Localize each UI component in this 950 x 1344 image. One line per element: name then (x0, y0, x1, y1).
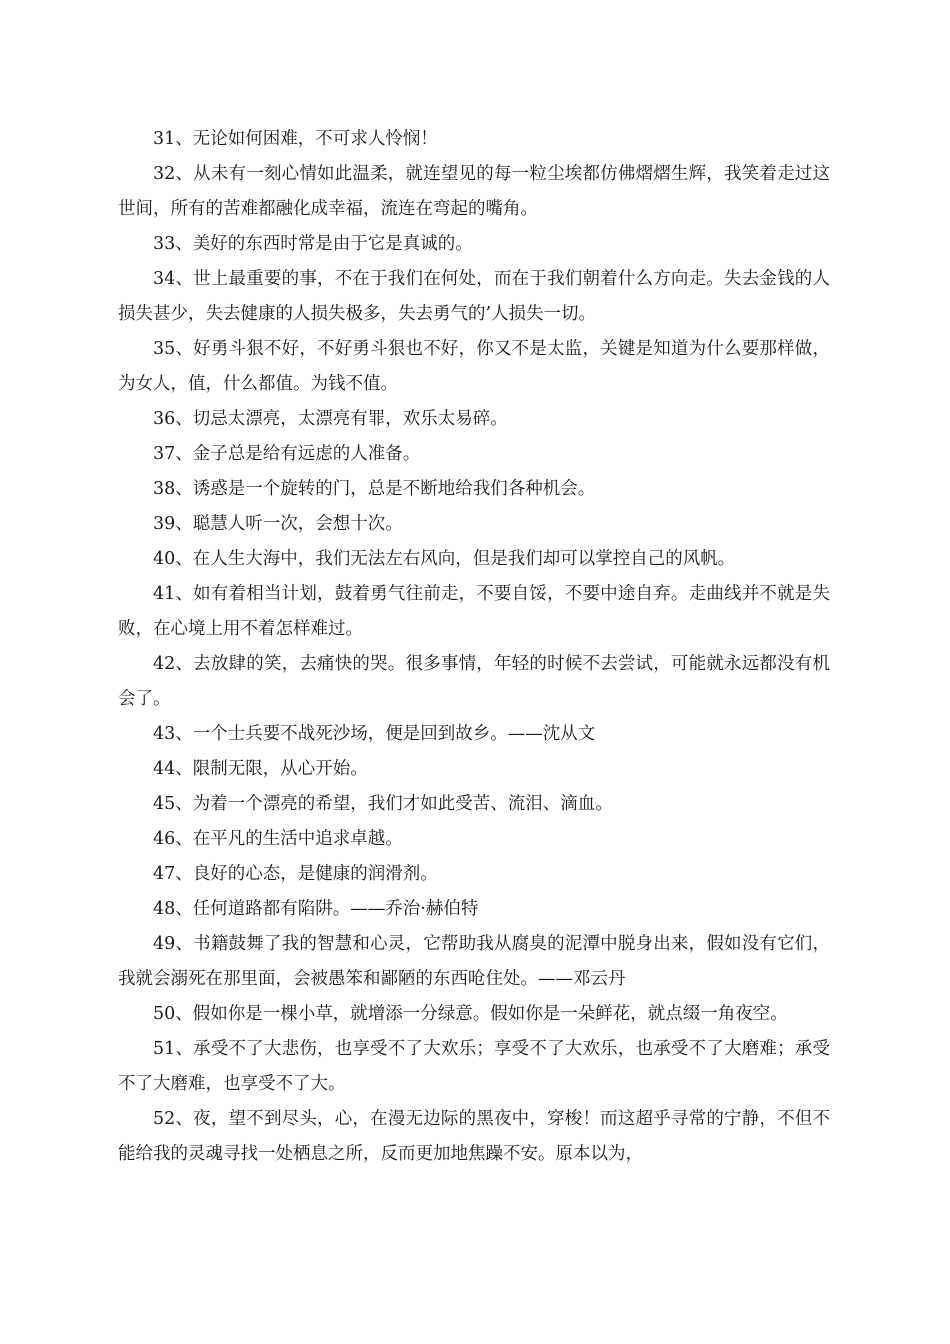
paragraph-36: 36、切忌太漂亮，太漂亮有罪，欢乐太易碎。 (153, 409, 508, 429)
paragraph-37: 37、金子总是给有远虑的人准备。 (153, 444, 421, 464)
paragraph-52: 52、夜，望不到尽头，心，在漫无边际的黑夜中，穿梭！而这超乎寻常的宁静，不但不能给我的灵魂寻找一处栖息之所，反而更加地焦躁不安。原本以为， (118, 1109, 830, 1164)
paragraph-46: 46、在平凡的生活中追求卓越。 (153, 829, 403, 849)
paragraph-33: 33、美好的东西时常是由于它是真诚的。 (153, 234, 473, 254)
paragraph-47: 47、良好的心态，是健康的润滑剂。 (153, 864, 438, 884)
paragraph-31: 31、无论如何困难，不可求人怜悯！ (153, 129, 438, 149)
paragraph-51: 51、承受不了大悲伤，也享受不了大欢乐；享受不了大欢乐，也承受不了大磨难；承受不了大磨难，也享受不了大。 (118, 1039, 830, 1094)
paragraph-35: 35、好勇斗狠不好，不好勇斗狠也不好，你又不是太监，关键是知道为什么要那样做，为女人，值，什么都值。为钱不值。 (118, 339, 830, 394)
paragraph-50: 50、假如你是一棵小草，就增添一分绿意。假如你是一朵鲜花，就点缀一角夜空。 (153, 1004, 788, 1024)
paragraph-39: 39、聪慧人听一次，会想十次。 (153, 514, 403, 534)
paragraph-40: 40、在人生大海中，我们无法左右风向，但是我们却可以掌控自己的风帆。 (153, 549, 736, 569)
paragraph-34: 34、世上最重要的事，不在于我们在何处，而在于我们朝着什么方向走。失去金钱的人损失甚少，失去健康的人损失极多，失去勇气的’人损失一切。 (118, 269, 830, 324)
document-body (118, 122, 830, 1172)
paragraph-44: 44、限制无限，从心开始。 (153, 759, 368, 779)
paragraph-38: 38、诱惑是一个旋转的门，总是不断地给我们各种机会。 (153, 479, 596, 499)
paragraph-41: 41、如有着相当计划，鼓着勇气往前走，不要自馁，不要中途自弃。走曲线并不就是失败，在心境上用不着怎样难过。 (118, 584, 830, 639)
paragraph-49: 49、书籍鼓舞了我的智慧和心灵，它帮助我从腐臭的泥潭中脱身出来，假如没有它们，我就会溺死在那里面，会被愚笨和鄙陋的东西呛住处。——邓云丹 (118, 934, 830, 989)
paragraph-48: 48、任何道路都有陷阱。——乔治·赫伯特 (153, 899, 479, 919)
paragraph-32: 32、从未有一刻心情如此温柔，就连望见的每一粒尘埃都仿佛熠熠生辉，我笑着走过这世间，所有的苦难都融化成幸福，流连在弯起的嘴角。 (118, 164, 830, 219)
paragraph-45: 45、为着一个漂亮的希望，我们才如此受苦、流泪、滴血。 (153, 794, 613, 814)
paragraph-43: 43、一个士兵要不战死沙场，便是回到故乡。——沈从文 (153, 724, 596, 744)
paragraph-42: 42、去放肆的笑，去痛快的哭。很多事情，年轻的时候不去尝试，可能就永远都没有机会了。 (118, 654, 830, 709)
